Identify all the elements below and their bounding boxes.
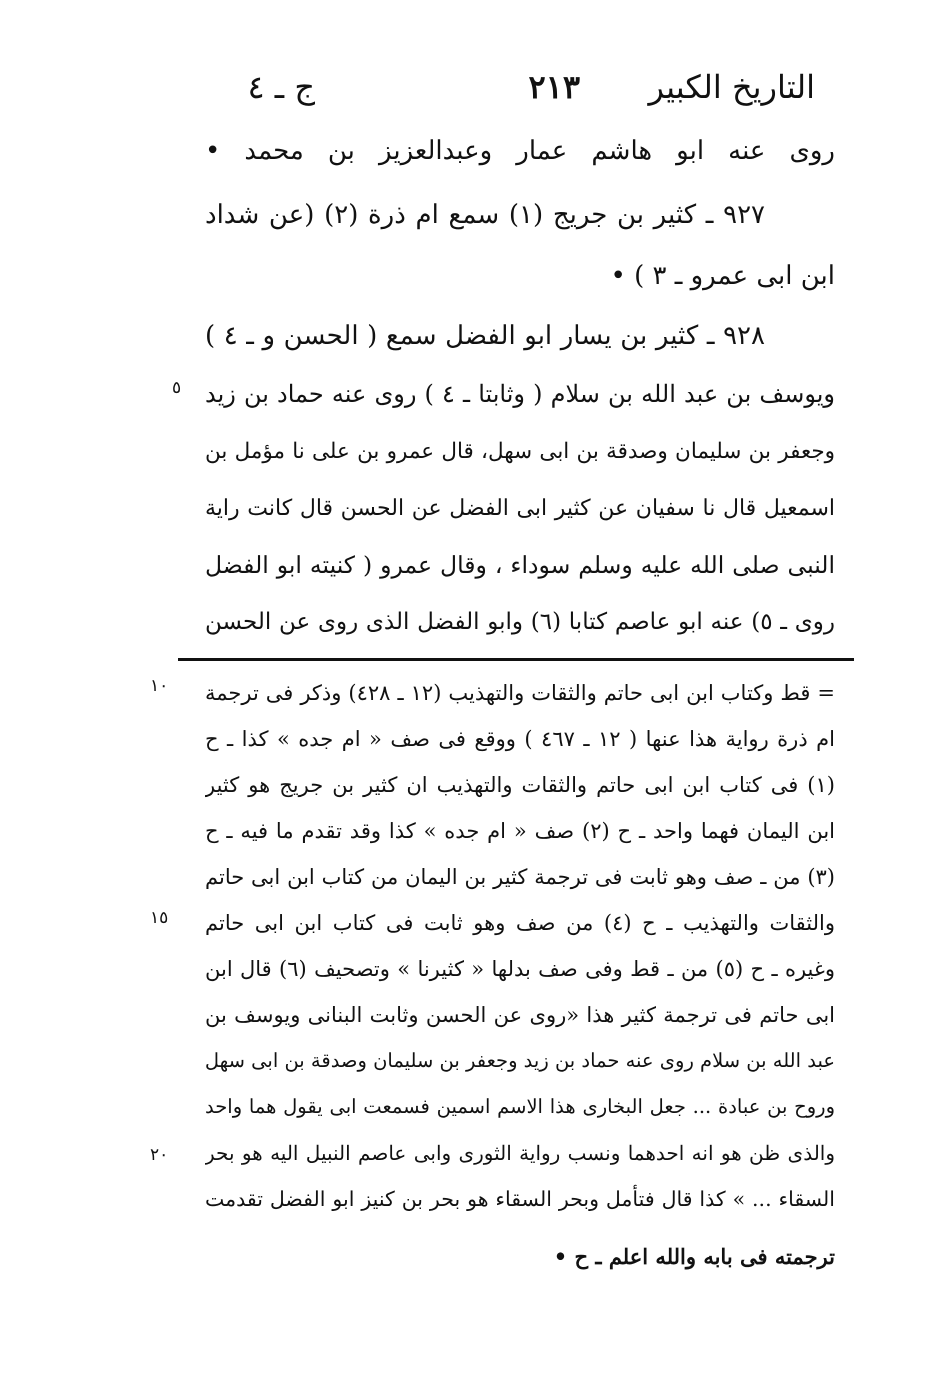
book-title: التاريخ الكبير: [648, 68, 815, 106]
margin-line-number: ٢٠: [150, 1145, 169, 1165]
volume-label: ج ـ ٤: [247, 68, 315, 106]
footnote-line: ابى حاتم فى ترجمة كثير هذا «روى عن الحسن وثابت البنانى ويوسف بن: [205, 1003, 835, 1027]
footnote-separator: [178, 658, 854, 661]
page-number: ٢١٣: [528, 68, 580, 106]
text-line: روى عنه ابو هاشم عمار وعبدالعزيز بن محمد •: [205, 136, 835, 166]
footnote-line: = قط وكتاب ابن ابى حاتم والثقات والتهذيب (١٢ ـ ٤٢٨) وذكر فى ترجمة: [205, 681, 835, 705]
footnote-line: وروح بن عبادة ... جعل البخارى هذا الاسم اسمين فسمعت ابى يقول هما واحد: [205, 1095, 835, 1118]
text-line: وجعفر بن سليمان وصدقة بن ابى سهل، قال عمرو بن على نا مؤمل بن: [205, 439, 835, 464]
footnote-line: السقاء ... » كذا قال فتأمل وبحر السقاء هو بحر بن كنيز ابو الفضل تقدمت: [205, 1187, 835, 1211]
text-line: روى ـ ٥) عنه ابو عاصم كتابا (٦) وابو الفضل الذى روى عن الحسن: [205, 609, 835, 635]
text-line: ويوسف بن عبد الله بن سلام ( وثابتا ـ ٤ ) روى عنه حماد بن زيد: [205, 380, 835, 408]
entry-927: ٩٢٧ ـ كثير بن جريج (١) سمع ام ذرة (٢) (عن شداد: [205, 200, 765, 230]
footnote-line: والذى ظن هو انه احدهما ونسب رواية الثورى وابى عاصم النبيل اليه هو بحر: [205, 1141, 835, 1165]
footnote-line: (١) فى كتاب ابن ابى حاتم والثقات والتهذيب ان كثير بن جريج هو كثير: [205, 773, 835, 797]
page-header: [200, 68, 840, 118]
footnote-line: ام ذرة رواية هذا عنها ( ١٢ ـ ٤٦٧ ) ووقع فى صف « ام جده » كذا ـ ح: [205, 727, 835, 751]
margin-line-number: ١٥: [150, 908, 169, 928]
text-line: اسمعيل قال نا سفيان عن كثير ابى الفضل عن الحسن قال كانت راية: [205, 496, 835, 521]
footnote-line: ترجمته فى بابه والله اعلم ـ ح •: [553, 1244, 835, 1269]
entry-928: ٩٢٨ ـ كثير بن يسار ابو الفضل سمع ( الحسن و ـ ٤ ): [205, 321, 765, 351]
footnote-line: ابن اليمان فهما واحد ـ ح (٢) صف « ام جده » كذا وقد تقدم ما فيه ـ ح: [205, 819, 835, 843]
footnotes: [205, 670, 835, 1282]
main-text: [205, 126, 835, 651]
text-line: ابن ابى عمرو ـ ٣ ) •: [610, 261, 835, 291]
margin-line-number: ١٠: [150, 676, 169, 696]
footnote-line: وغيره ـ ح (٥) من ـ قط وفى صف بدلها « كثيرنا » وتصحيف (٦) قال ابن: [205, 957, 835, 981]
margin-line-number: ٥: [172, 378, 182, 398]
footnote-line: والثقات والتهذيب ـ ح (٤) من صف وهو ثابت فى كتاب ابن ابى حاتم: [205, 911, 835, 935]
footnote-line: (٣) من ـ صف وهو ثابت فى ترجمة كثير بن اليمان من كتاب ابن ابى حاتم: [205, 865, 835, 889]
footnote-line: عبد الله بن سلام روى عنه حماد بن زيد وجعفر بن سليمان وصدقة بن ابى سهل: [205, 1049, 835, 1072]
text-line: النبى صلى الله عليه وسلم سوداء ، وقال عمرو ( كنيته ابو الفضل: [205, 551, 835, 579]
